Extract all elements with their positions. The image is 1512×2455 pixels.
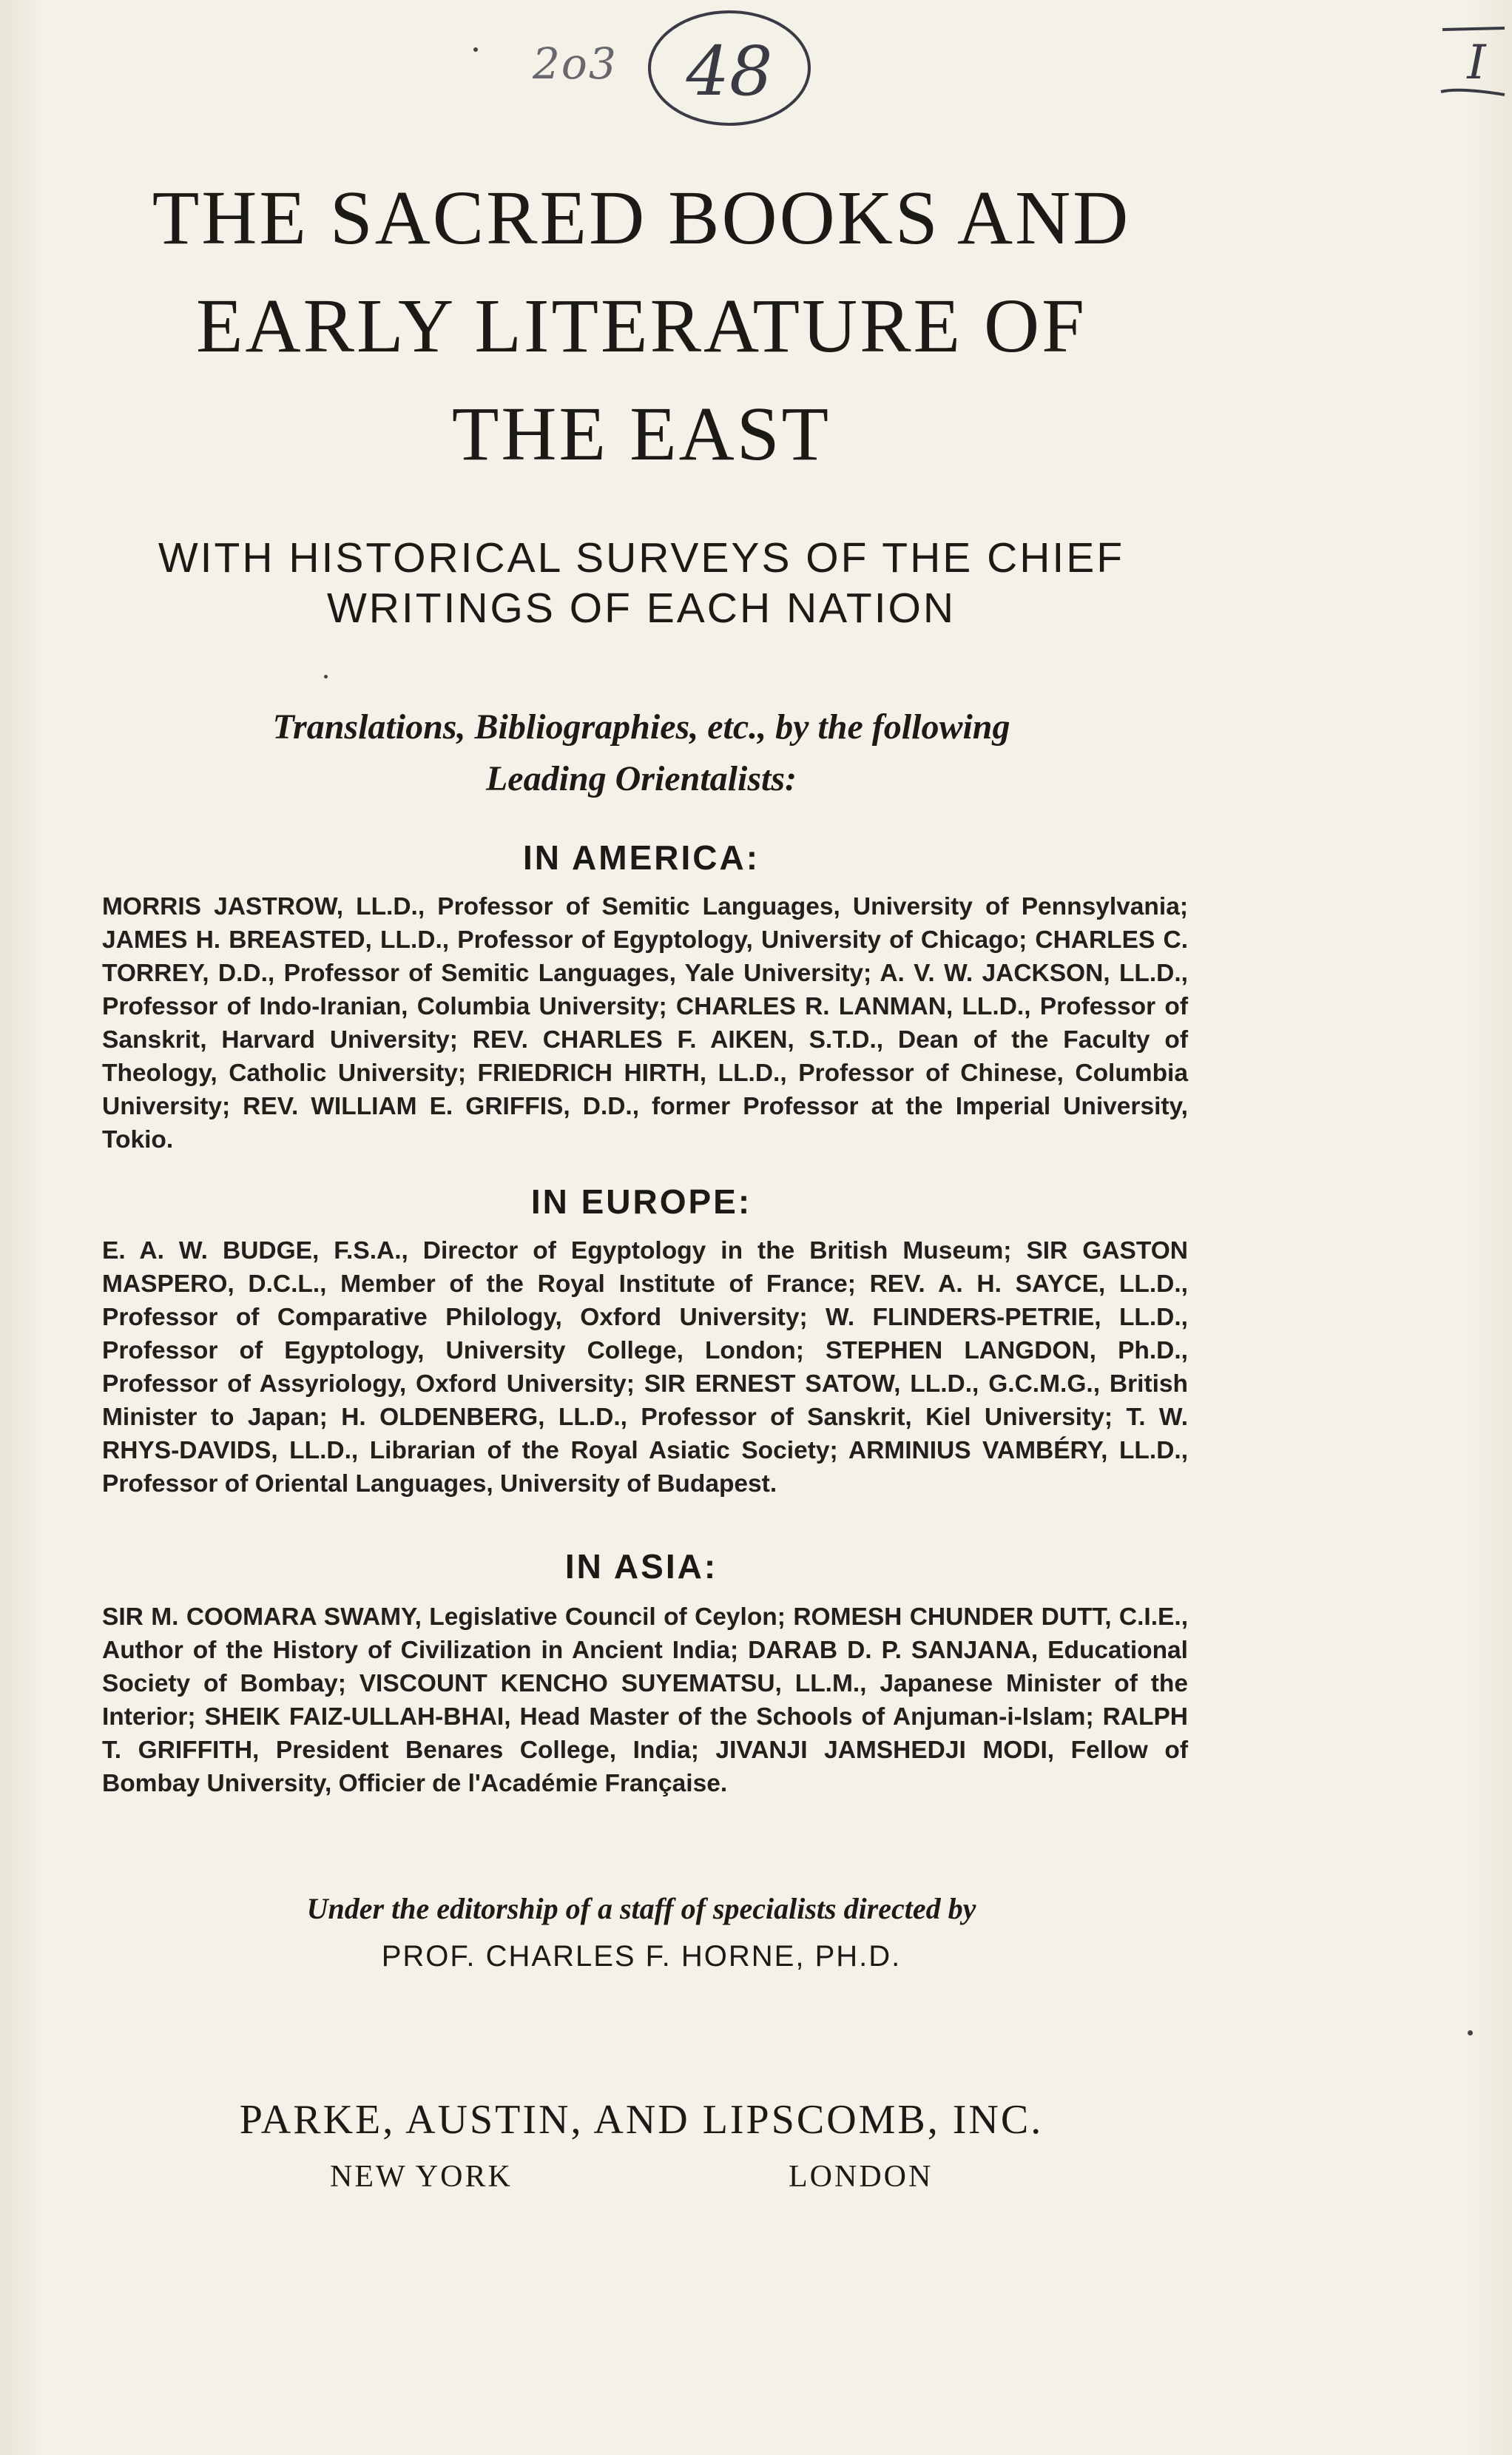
- publisher-name: PARKE, AUSTIN, AND LIPSCOMB, INC.: [239, 2097, 1044, 2143]
- subtitle-line-1: WITH HISTORICAL SURVEYS OF THE CHIEF: [158, 534, 1125, 582]
- subtitle-line-2: WRITINGS OF EACH NATION: [326, 585, 956, 632]
- speck: [324, 675, 328, 678]
- paragraph-europe: E. A. W. BUDGE, F.S.A., Director of Egyptology in the British Museum; SIR GASTON MASPERO, D.C.L., Member of the Royal Institute of France; REV. A. H. SAYCE, LL.D., Professor of Comparative Philology, Oxford University; W. FLINDERS-PETRIE, LL.D., Professor of Egyptology, University College, London; STEPHEN LANGDON, Ph.D., Professor of Assyriology, Oxford University; SIR ERNEST SATOW, LL.D., G.C.M.G., British Minister to Japan; H. OLDENBERG, LL.D., Professor of Sanskrit, Kiel University; T. W. RHYS-DAVIDS, LL.D., Librarian of the Royal Asiatic Society; ARMINIUS VAMBÉRY, LL.D., Professor of Oriental Languages, University of Budapest.: [102, 1237, 1188, 1498]
- paragraph-america: MORRIS JASTROW, LL.D., Professor of Semitic Languages, University of Pennsylvania; JAMES H. BREASTED, LL.D., Professor of Egyptology, University of Chicago; CHARLES C. TORREY, D.D., Professor of Semitic Languages, Yale University; A. V. W. JACKSON, LL.D., Professor of Indo-Iranian, Columbia University; CHARLES R. LANMAN, LL.D., Professor of Sanskrit, Harvard University; REV. CHARLES F. AIKEN, S.T.D., Dean of the Faculty of Theology, Catholic University; FRIEDRICH HIRTH, LL.D., Professor of Chinese, Columbia University; REV. WILLIAM E. GRIFFIS, D.D., former Professor at the Imperial University, Tokio.: [102, 893, 1188, 1154]
- heading-europe: IN EUROPE:: [530, 1182, 752, 1221]
- circled-number-mark: [635, 6, 827, 132]
- translations-note: [0, 701, 1283, 805]
- publisher-city-new-york: NEW YORK: [330, 2160, 513, 2194]
- title-line-3: THE EAST: [451, 391, 831, 476]
- translations-line-1: Translations, Bibliographies, etc., by the following: [272, 707, 1010, 747]
- corner-mark: [1437, 18, 1511, 107]
- publisher-city-london: LONDON: [789, 2160, 934, 2194]
- title-line-2: EARLY LITERATURE OF: [196, 283, 1087, 368]
- speck: [473, 47, 478, 52]
- book-subtitle: [0, 533, 1283, 633]
- heading-asia: IN ASIA:: [564, 1547, 718, 1586]
- editorship-line-2: PROF. CHARLES F. HORNE, PH.D.: [381, 1940, 902, 1973]
- editorship-line-1: Under the editorship of a staff of specialists directed by: [306, 1892, 976, 1925]
- title-line-1: THE SACRED BOOKS AND: [152, 175, 1131, 260]
- paragraph-asia: SIR M. COOMARA SWAMY, Legislative Council of Ceylon; ROMESH CHUNDER DUTT, C.I.E., Author of the History of Civilization in Ancient India; DARAB D. P. SANJANA, Educational Society of Bombay; VISCOUNT KENCHO SUYEMATSU, LL.M., Japanese Minister of the Interior; SHEIK FAIZ-ULLAH-BHAI, Head Master of the Schools of Anjuman-i-Islam; RALPH T. GRIFFITH, President Benares College, India; JIVANJI JAMSHEDJI MODI, Fellow of Bombay University, Officier de l'Académie Française.: [102, 1603, 1188, 1797]
- editorship-note: [0, 1885, 1283, 1980]
- heading-america: IN AMERICA:: [522, 838, 760, 877]
- svg-text:I: I: [1467, 36, 1486, 90]
- pencil-number: 2o3: [533, 38, 618, 89]
- speck: [1468, 2030, 1473, 2035]
- translations-line-2: Leading Orientalists:: [485, 759, 797, 798]
- circled-number-text: 48: [686, 32, 773, 111]
- book-title: [0, 164, 1283, 488]
